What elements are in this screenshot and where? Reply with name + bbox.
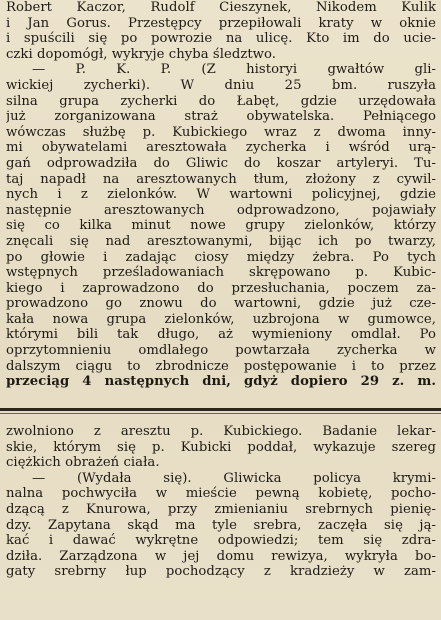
section-divider (0, 408, 441, 411)
text-line: się co kilka minut nowe grupy zielonków, którzy (6, 218, 436, 234)
text-line: znęcali się nad aresztowanymi, bijąc ich po twarzy, (6, 233, 436, 249)
text-line: oprzytomnieniu omdlałego powtarzała zycherka w (6, 343, 436, 359)
text-line: prowadzono go znowu do wartowni, gdzie już cze- (6, 296, 436, 312)
section-divider-thin (0, 413, 441, 414)
text-line: dzy. Zapytana skąd ma tyle srebra, zaczęła się ją- (6, 517, 436, 533)
text-line: dalszym ciągu to zbrodnicze postępowanie i to przez (6, 358, 436, 374)
text-line: wickiej zycherki). W dniu 25 bm. ruszyła (6, 77, 436, 93)
text-line: silna grupa zycherki do Łabęt, gdzie urzędowała (6, 93, 436, 109)
section-heading-line: — P. K. P. (Z historyi gwałtów gli- (32, 62, 436, 78)
text-line: dzącą z Knurowa, przy zmienianiu srebrnych pienię- (6, 501, 436, 517)
text-line: taj napadł na aresztowanych tłum, złożony z cywil- (6, 171, 436, 187)
text-line: i spuścili się po powrozie na ulicę. Kto im do ucie- (6, 31, 436, 47)
text-line: kała nowa grupa zielonków, uzbrojona w gumowce, (6, 311, 436, 327)
text-line: skie, którym się p. Kubicki poddał, wykazuje szereg (6, 439, 436, 455)
text-line: wstępnych prześladowaniach skrępowano p. Kubic- (6, 265, 436, 281)
text-line: następnie aresztowanych odprowadzono, pojawiały (6, 202, 436, 218)
text-line: Robert Kaczor, Rudolf Cieszynek, Nikodem Kulik (6, 0, 436, 15)
text-line: po głowie i zadając ciosy między żebra. Po tych (6, 249, 436, 265)
text-line: kać i dawać wykrętne odpowiedzi; tem się zdra- (6, 533, 436, 549)
text-line: nych i z zielonków. W wartowni policyjnej, gdzie (6, 187, 436, 203)
article-column-bottom (6, 424, 436, 580)
text-line: wówczas służbę p. Kubickiego wraz z dwoma inny- (6, 124, 436, 140)
text-line: ciężkich obrażeń ciała. (6, 455, 160, 471)
text-line: dziła. Zarządzona w jej domu rewizya, wykryła bo- (6, 548, 436, 564)
text-line: przeciąg 4 następnych dni, gdyż dopiero 29 z. m. (6, 374, 436, 390)
text-line: zwolniono z aresztu p. Kubickiego. Badanie lekar- (6, 424, 436, 439)
text-line: gań odprowadziła do Gliwic do koszar artyleryi. Tu- (6, 155, 436, 171)
section-heading-line: — (Wydała się). Gliwicka policya krymi- (32, 470, 436, 486)
text-line: i Jan Gorus. Przestępcy przepiłowali kraty w oknie (6, 15, 436, 31)
text-line: czki dopomógł, wykryje chyba śledztwo. (6, 46, 277, 62)
text-line: nalna pochwyciła w mieście pewną kobietę, pocho- (6, 486, 436, 502)
text-line: kiego i zaprowadzono do przesłuchania, poczem za- (6, 280, 436, 296)
article-column-top (6, 0, 436, 390)
text-line: już zorganizowana straż obywatelska. Pełniącego (6, 109, 436, 125)
text-line: mi obywatelami aresztowała zycherka i wśród urą- (6, 140, 436, 156)
text-line: którymi bili tak długo, aż wymieniony omdlał. Po (6, 327, 436, 343)
text-line: gaty srebrny łup pochodzący z kradzieży w zam- (6, 564, 436, 580)
